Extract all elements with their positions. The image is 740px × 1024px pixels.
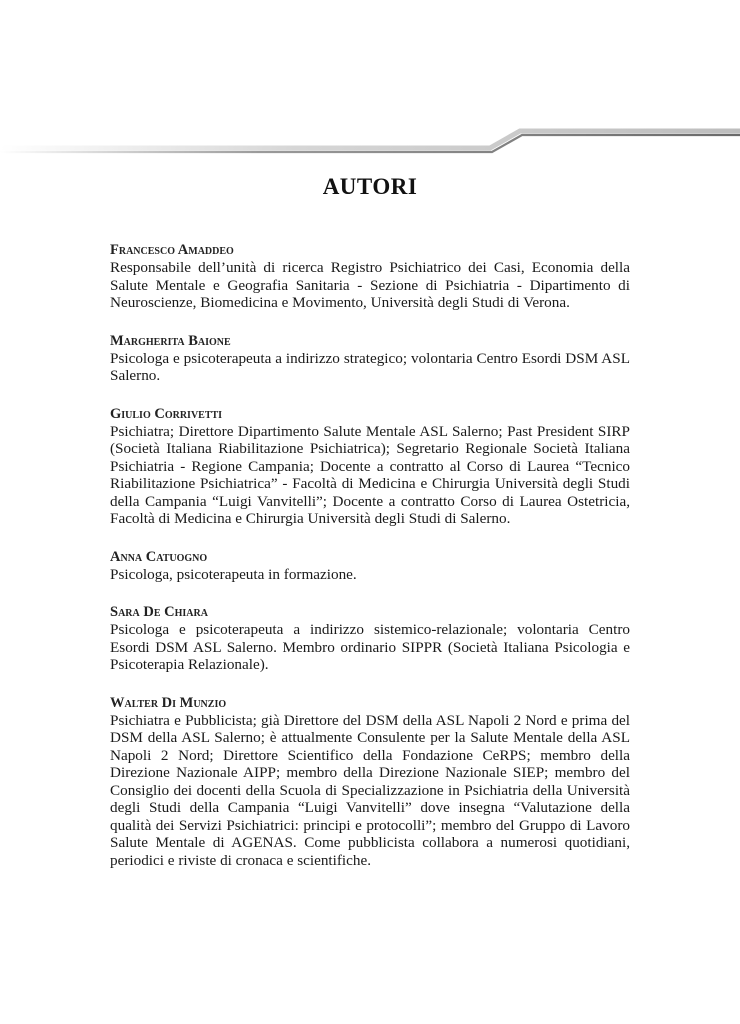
author-entry (110, 241, 630, 312)
author-entry (110, 548, 630, 584)
page-title: AUTORI (322, 174, 418, 199)
authors-list (110, 241, 630, 889)
author-name: Giulio Corrivetti (110, 405, 223, 422)
author-name: Sara De Chiara (110, 604, 208, 620)
author-name: Francesco Amaddeo (110, 242, 234, 258)
author-entry (110, 405, 630, 528)
author-entry (110, 332, 630, 385)
author-bio: Psichiatra; Direttore Dipartimento Salute Mentale ASL Salerno; Past President SIRP (Società Italiana Riabilitazione Psichiatrica); Segretario Regionale Società Italiana Psichiatria - Regione Campania; Docente a contratto al Corso di Laurea “Tecnico Riabilitazione Psichiatrica” - Facoltà di Medicina e Chirurgia Università degli Studi della Campania “Luigi Vanvitelli”; Docente a contratto Corso di Laurea Ostetricia, Facoltà di Medicina e Chirurgia Università degli Studi di Salerno. (110, 422, 630, 527)
author-bio: Psicologa e psicoterapeuta a indirizzo strategico; volontaria Centro Esordi DSM ASL Salerno. (110, 349, 630, 384)
author-name: Walter Di Munzio (110, 694, 227, 711)
author-name: Anna Catuogno (110, 548, 208, 565)
decorative-header-rule (0, 118, 740, 168)
author-name: Margherita Baione (110, 332, 231, 349)
author-bio: Psicologa, psicoterapeuta in formazione. (110, 565, 357, 583)
author-entry (110, 603, 630, 674)
author-entry (110, 694, 630, 870)
author-bio: Responsabile dell’unità di ricerca Registro Psichiatrico dei Casi, Economia della Salute Mentale e Geografia Sanitaria - Sezione di Psichiatria - Dipartimento di Neuroscienze, Biomedicina e Movimento, Università degli Studi di Verona. (110, 259, 630, 311)
author-bio: Psichiatra e Pubblicista; già Direttore del DSM della ASL Napoli 2 Nord e prima del DSM della ASL Salerno; è attualmente Consulente per la Salute Mentale della ASL Napoli 2 Nord; Direttore Scientifico della Fondazione CeRPS; membro della Direzione Nazionale AIPP; membro della Direzione Nazionale SIEP; membro del Consiglio dei docenti della Scuola di Specializzazione in Psichiatria della Università degli Studi della Campania “Luigi Vanvitelli” dove insegna “Valutazione della qualità dei Servizi Psichiatrici: principi e protocolli”; membro del Gruppo di Lavoro Salute Mentale di AGENAS. Come pubblicista collabora a numerosi quotidiani, periodici e riviste di cronaca e scientifiche. (110, 711, 630, 869)
author-bio: Psicologa e psicoterapeuta a indirizzo sistemico-relazionale; volontaria Centro Esordi DSM ASL Salerno. Membro ordinario SIPPR (Società Italiana Psicologia e Psicoterapia Relazionale). (110, 621, 630, 673)
